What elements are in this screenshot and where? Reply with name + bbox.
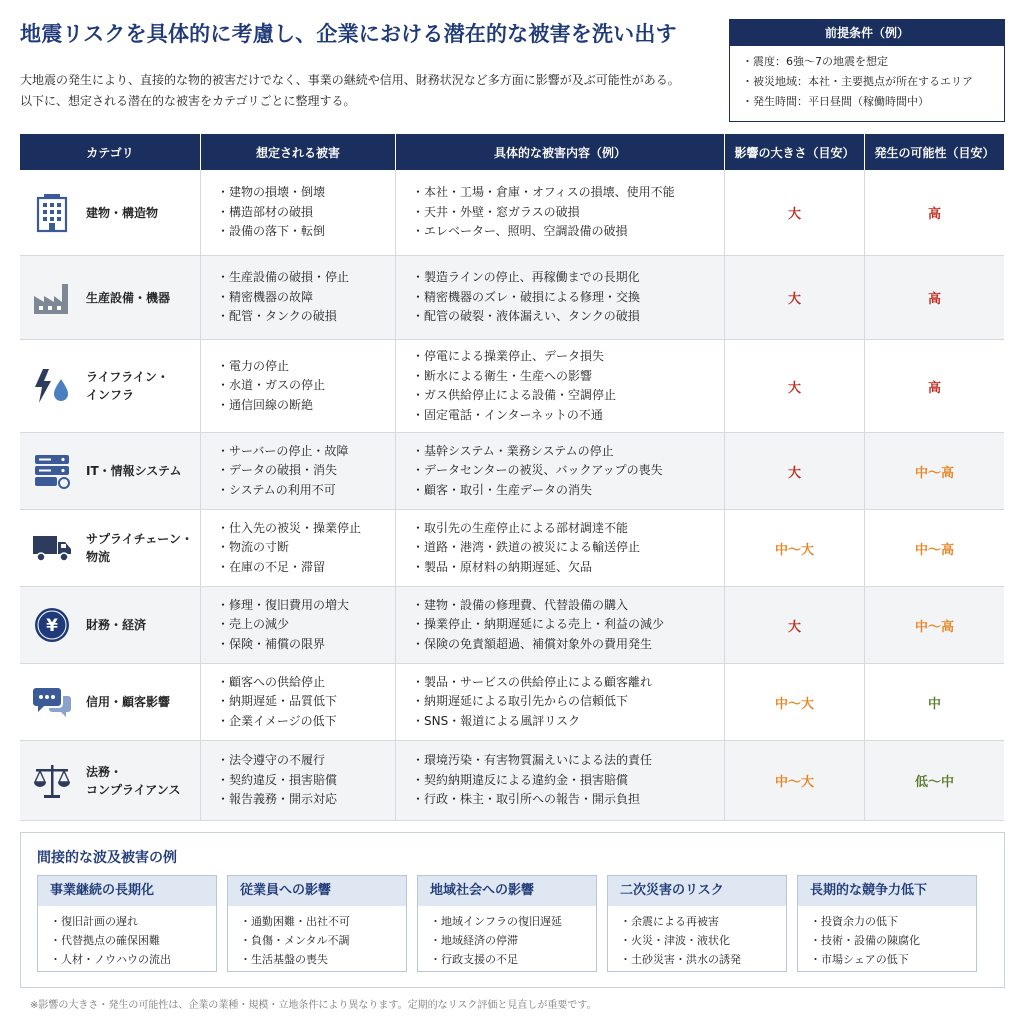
list-item: ・エレベーター、照明、空調設備の破損 xyxy=(412,224,628,239)
impact-level: 中〜大 xyxy=(725,510,865,586)
table-row xyxy=(20,664,1004,741)
list-item: ・精密機器の故障 xyxy=(217,289,314,304)
list-item: ・データの破損・消失 xyxy=(217,463,338,478)
scales-icon xyxy=(32,761,72,801)
list-item: ・配管の破裂・液体漏えい、タンクの破損 xyxy=(412,309,640,324)
list-item: ・電力の停止 xyxy=(217,358,290,373)
list-item: ・生活基盤の喪失 xyxy=(240,953,328,966)
list-item: ・データセンターの被災、バックアップの喪失 xyxy=(412,463,663,478)
table-row xyxy=(20,433,1004,510)
list-item: ・通勤困難・出社不可 xyxy=(240,915,350,928)
table-row xyxy=(20,256,1004,340)
impact-level: 大 xyxy=(725,256,865,339)
list-item: ・余震による再被害 xyxy=(620,915,719,928)
list-item: ・生産設備の破損・停止 xyxy=(217,270,350,285)
list-item: ・製造ラインの停止、再稼働までの長期化 xyxy=(412,270,640,285)
assumed-damage-cell xyxy=(201,256,396,339)
category-cell xyxy=(20,741,201,820)
list-item: ・ガス供給停止による設備・空調停止 xyxy=(412,388,617,402)
damage-detail-cell xyxy=(396,741,725,820)
factory-icon xyxy=(32,278,72,318)
list-item: ・顧客への供給停止 xyxy=(217,674,326,689)
damage-detail-cell xyxy=(396,170,725,255)
table-row xyxy=(20,587,1004,664)
list-item: ・水道・ガスの停止 xyxy=(217,378,326,393)
premise-item: ・震度：6強〜7の地震を想定 xyxy=(742,55,888,68)
indirect-cards xyxy=(37,875,977,972)
header-impact: 影響の大きさ（目安） xyxy=(725,134,865,170)
list-item: ・物流の寸断 xyxy=(217,540,290,555)
list-item: ・技術・設備の陳腐化 xyxy=(810,934,920,947)
card-title: 二次災害のリスク xyxy=(608,876,786,906)
damage-detail-cell xyxy=(396,664,725,740)
card-title: 事業継続の長期化 xyxy=(38,876,216,906)
list-item: ・投資余力の低下 xyxy=(810,915,898,928)
lightning-water-icon xyxy=(32,366,72,406)
list-item: ・建物の損壊・倒壊 xyxy=(217,185,326,200)
list-item: ・市場シェアの低下 xyxy=(810,953,909,966)
assumed-damage-cell xyxy=(201,587,396,663)
list-item: ・建物・設備の修理費、代替設備の購入 xyxy=(412,597,629,612)
indirect-card xyxy=(417,875,597,972)
assumed-damage-cell xyxy=(201,433,396,509)
list-item: ・復旧計画の遅れ xyxy=(50,915,138,928)
list-item: ・人材・ノウハウの流出 xyxy=(50,953,171,966)
table-row xyxy=(20,741,1004,821)
page-title: 地震リスクを具体的に考慮し、企業における潜在的な被害を洗い出す xyxy=(20,22,677,46)
list-item: ・地域経済の停滞 xyxy=(430,934,518,947)
list-item: ・天井・外壁・窓ガラスの破損 xyxy=(412,204,580,219)
header-likelihood: 発生の可能性（目安） xyxy=(874,145,995,160)
list-item: ・納期遅延による取引先からの信頼低下 xyxy=(412,694,629,709)
premise-box xyxy=(729,19,1005,122)
likelihood-level: 高 xyxy=(927,207,941,222)
svg-text:¥: ¥ xyxy=(46,616,58,636)
list-item: ・報告義務・開示対応 xyxy=(217,792,338,807)
assumed-damage-cell xyxy=(201,510,396,586)
list-item: ・固定電話・インターネットの不通 xyxy=(412,407,603,422)
list-item: ・サーバーの停止・故障 xyxy=(217,443,349,458)
list-item: ・配管・タンクの破損 xyxy=(217,309,337,324)
damage-table xyxy=(20,134,1004,821)
list-item: ・土砂災害・洪水の誘発 xyxy=(620,953,741,966)
likelihood-level: 低〜中 xyxy=(914,775,954,790)
server-icon xyxy=(32,451,72,491)
likelihood-level: 中〜高 xyxy=(914,619,954,635)
building-icon xyxy=(32,193,72,233)
card-title: 長期的な競争力低下 xyxy=(798,876,976,906)
likelihood-level: 高 xyxy=(927,292,941,307)
list-item: ・操業停止・納期遅延による売上・利益の減少 xyxy=(412,617,665,632)
indirect-card xyxy=(227,875,407,972)
damage-detail-cell xyxy=(396,587,725,663)
premise-title: 前提条件（例） xyxy=(730,20,1004,46)
list-item: ・SNS・報道による風評リスク xyxy=(412,713,580,728)
indirect-title: 間接的な波及被害の例 xyxy=(37,850,177,866)
category-cell xyxy=(20,664,201,740)
likelihood-level: 中〜高 xyxy=(914,542,954,558)
indirect-card xyxy=(37,875,217,972)
list-item: ・修理・復旧費用の増大 xyxy=(217,597,350,612)
list-item: ・システムの利用不可 xyxy=(217,482,336,497)
header-details: 具体的な被害内容（例） xyxy=(396,134,725,170)
list-item: ・負傷・メンタル不調 xyxy=(240,934,350,947)
impact-level: 大 xyxy=(725,587,865,663)
assumed-damage-cell xyxy=(201,664,396,740)
table-row xyxy=(20,510,1004,587)
list-item: ・構造部材の破損 xyxy=(217,204,314,219)
category-name: IT・情報システム xyxy=(86,464,182,478)
list-item: ・顧客・取引・生産データの消失 xyxy=(412,482,593,497)
assumed-damage-cell xyxy=(201,741,396,820)
category-name: 財務・経済 xyxy=(86,618,147,632)
list-item: ・在庫の不足・滞留 xyxy=(217,559,326,574)
chat-bubbles-icon xyxy=(32,682,72,722)
damage-detail-cell xyxy=(396,340,725,432)
list-item: ・保険の免責額超過、補償対象外の費用発生 xyxy=(412,636,653,651)
category-name: 法務・ コンプライアンス xyxy=(86,764,181,797)
intro-text xyxy=(20,70,720,112)
list-item: ・契約違反・損害賠償 xyxy=(217,772,338,787)
list-item: ・火災・津波・液状化 xyxy=(620,934,730,947)
assumed-damage-cell xyxy=(201,340,396,432)
likelihood-level: 中〜高 xyxy=(914,465,954,481)
table-row xyxy=(20,170,1004,256)
list-item: ・断水による衛生・生産への影響 xyxy=(412,368,593,383)
likelihood-level: 高 xyxy=(927,380,941,396)
truck-icon xyxy=(32,528,72,568)
list-item: ・法令遵守の不履行 xyxy=(217,753,326,768)
damage-detail-cell xyxy=(396,256,725,339)
category-cell xyxy=(20,256,201,339)
header-category: カテゴリ xyxy=(20,134,201,170)
list-item: ・精密機器のズレ・破損による修理・交換 xyxy=(412,289,641,304)
category-cell xyxy=(20,587,201,663)
table-row xyxy=(20,340,1004,433)
footnote: ※影響の大きさ・発生の可能性は、企業の業種・規模・立地条件により異なります。定期的なリスク評価と見直しが重要です。 xyxy=(30,1000,597,1011)
list-item: ・停電による操業停止、データ損失 xyxy=(412,349,605,363)
category-name: ライフライン・ インフラ xyxy=(86,370,169,402)
category-name: 生産設備・機器 xyxy=(86,290,171,305)
damage-detail-cell xyxy=(396,433,725,509)
card-title: 地域社会への影響 xyxy=(418,876,596,906)
list-item: ・本社・工場・倉庫・オフィスの損壊、使用不能 xyxy=(412,185,675,200)
category-name: 信用・顧客影響 xyxy=(86,695,171,709)
list-item: ・行政・株主・取引所への報告・開示負担 xyxy=(412,792,641,807)
category-cell xyxy=(20,340,201,432)
impact-level: 大 xyxy=(725,433,865,509)
category-cell xyxy=(20,433,201,509)
list-item: ・製品・サービスの供給停止による顧客離れ xyxy=(412,674,653,689)
list-item: ・売上の減少 xyxy=(217,617,290,632)
list-item: ・通信回線の断絶 xyxy=(217,397,314,412)
list-item: ・保険・補償の限界 xyxy=(217,636,326,651)
list-item: ・道路・港湾・鉄道の被災による輸送停止 xyxy=(412,540,641,555)
indirect-card xyxy=(607,875,787,972)
category-cell xyxy=(20,510,201,586)
damage-detail-cell xyxy=(396,510,725,586)
assumed-damage-cell xyxy=(201,170,396,255)
premise-item: ・被災地域：本社・主要拠点が所在するエリア xyxy=(742,75,973,88)
list-item: ・設備の落下・転倒 xyxy=(217,224,326,239)
list-item: ・納期遅延・品質低下 xyxy=(217,694,338,709)
list-item: ・仕入先の被災・操業停止 xyxy=(217,520,362,535)
list-item: ・環境汚染・有害物質漏えいによる法的責任 xyxy=(412,753,653,768)
impact-level: 中〜大 xyxy=(725,664,865,740)
indirect-card xyxy=(797,875,977,972)
list-item: ・代替拠点の確保困難 xyxy=(50,934,160,947)
header-damage: 想定される被害 xyxy=(201,134,396,170)
impact-level: 大 xyxy=(725,170,865,255)
category-name: 建物・構造物 xyxy=(86,205,159,220)
premise-list xyxy=(730,46,1004,112)
intro-line: 大地震の発生により、直接的な物的被害だけでなく、事業の継続や信用、財務状況など多方面に影響が及ぶ可能性がある。 xyxy=(20,73,680,87)
likelihood-level: 中 xyxy=(927,696,941,712)
category-name: サプライチェーン・ 物流 xyxy=(86,532,194,564)
list-item: ・契約納期違反による違約金・損害賠償 xyxy=(412,772,629,787)
premise-item: ・発生時間：平日昼間（稼働時間中） xyxy=(742,95,929,108)
list-item: ・基幹システム・業務システムの停止 xyxy=(412,443,614,458)
list-item: ・行政支援の不足 xyxy=(430,953,518,966)
list-item: ・取引先の生産停止による部材調達不能 xyxy=(412,520,629,535)
list-item: ・企業イメージの低下 xyxy=(217,713,337,728)
intro-line: 以下に、想定される潜在的な被害をカテゴリごとに整理する。 xyxy=(20,94,356,108)
impact-level: 大 xyxy=(725,340,865,432)
yen-coin-icon xyxy=(32,605,72,645)
category-cell xyxy=(20,170,201,255)
table-body xyxy=(20,170,1004,821)
table-header xyxy=(20,134,1004,170)
impact-level: 中〜大 xyxy=(725,741,865,820)
card-title: 従業員への影響 xyxy=(228,876,406,906)
list-item: ・地域インフラの復旧遅延 xyxy=(430,915,562,928)
indirect-damage-section xyxy=(20,832,1005,988)
list-item: ・製品・原材料の納期遅延、欠品 xyxy=(412,559,593,574)
